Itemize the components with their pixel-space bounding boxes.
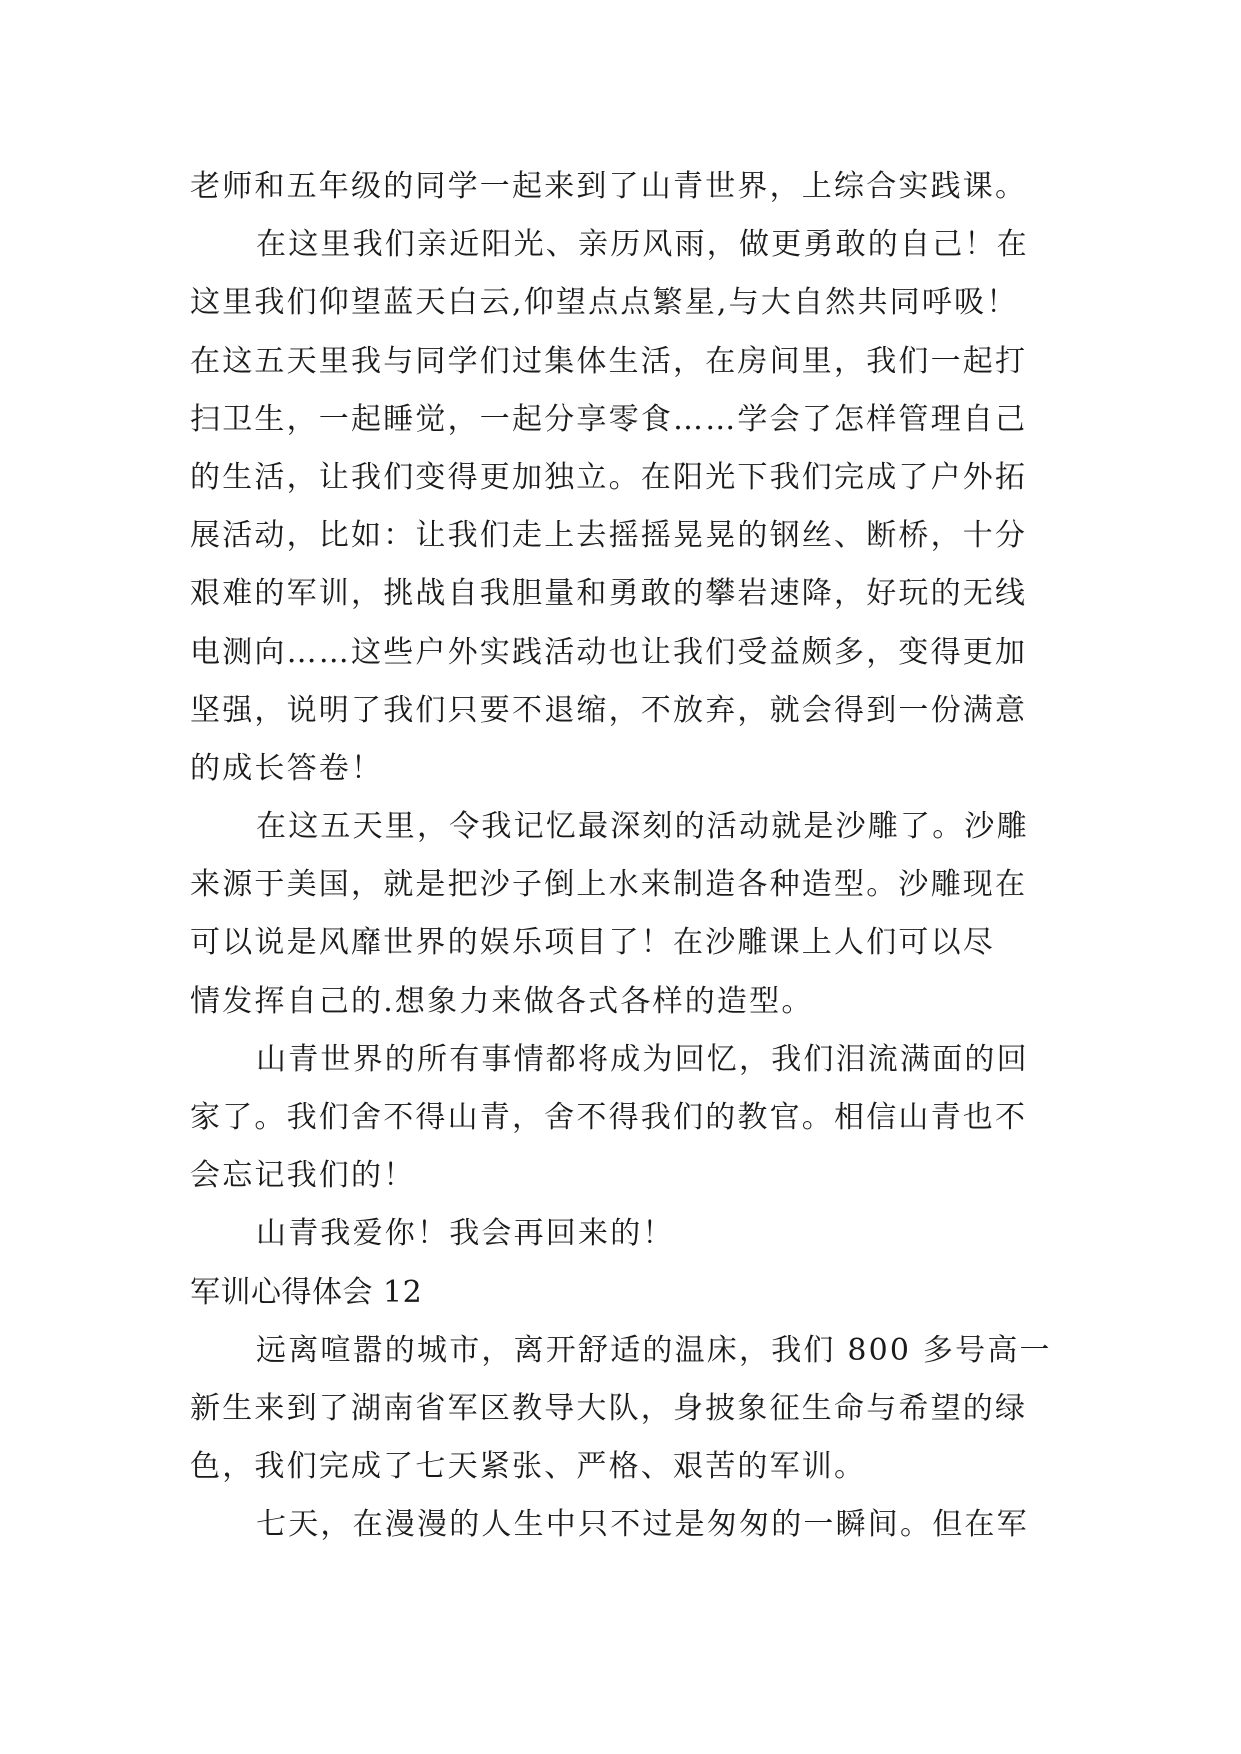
section-heading: 军训心得体会 12 <box>190 1274 423 1310</box>
text-line: 来源于美国，就是把沙子倒上水来制造各种造型。沙雕现在 <box>190 867 1028 903</box>
document-body <box>190 158 1070 1555</box>
text-line: 新生来到了湖南省军区教导大队，身披象征生命与希望的绿 <box>190 1390 1028 1426</box>
text-line: 艰难的军训，挑战自我胆量和勇敢的攀岩速降，好玩的无线 <box>190 576 1028 612</box>
text-line: 可以说是风靡世界的娱乐项目了！在沙雕课上人们可以尽 <box>190 925 995 961</box>
text-line: 的成长答卷！ <box>190 750 384 786</box>
text-line: 扫卫生，一起睡觉，一起分享零食……学会了怎样管理自己 <box>190 401 1028 437</box>
paragraph-start-line: 在这五天里，令我记忆最深刻的活动就是沙雕了。沙雕 <box>256 809 1029 845</box>
paragraph-start-line: 七天，在漫漫的人生中只不过是匆匆的一瞬间。但在军 <box>256 1507 1029 1543</box>
text-line: 家了。我们舍不得山青，舍不得我们的教官。相信山青也不 <box>190 1100 1028 1135</box>
text-line: 情发挥自己的.想象力来做各式各样的造型。 <box>190 983 814 1019</box>
paragraph-start-line: 远离喧嚣的城市，离开舒适的温床，我们 800 多号高一 <box>256 1332 1052 1368</box>
text-line: 会忘记我们的！ <box>190 1158 416 1194</box>
text-line: 展活动，比如：让我们走上去摇摇晃晃的钢丝、断桥，十分 <box>190 518 1028 554</box>
paragraph-start-line: 在这里我们亲近阳光、亲历风雨，做更勇敢的自己！在 <box>256 227 1029 263</box>
text-line: 坚强，说明了我们只要不退缩，不放弃，就会得到一份满意 <box>190 692 1028 728</box>
paragraph-start-line: 山青我爱你！我会再回来的！ <box>256 1216 675 1252</box>
text-line: 电测向……这些户外实践活动也让我们受益颇多，变得更加 <box>190 634 1028 670</box>
text-line: 的生活，让我们变得更加独立。在阳光下我们完成了户外拓 <box>190 459 1028 495</box>
text-line: 在这五天里我与同学们过集体生活，在房间里，我们一起打 <box>190 343 1028 379</box>
paragraph-start-line: 山青世界的所有事情都将成为回忆，我们泪流满面的回 <box>256 1041 1029 1077</box>
text-line: 老师和五年级的同学一起来到了山青世界，上综合实践课。 <box>190 169 1028 204</box>
text-line: 色，我们完成了七天紧张、严格、艰苦的军训。 <box>190 1449 867 1485</box>
text-line: 这里我们仰望蓝天白云,仰望点点繁星,与大自然共同呼吸！ <box>190 285 1019 321</box>
